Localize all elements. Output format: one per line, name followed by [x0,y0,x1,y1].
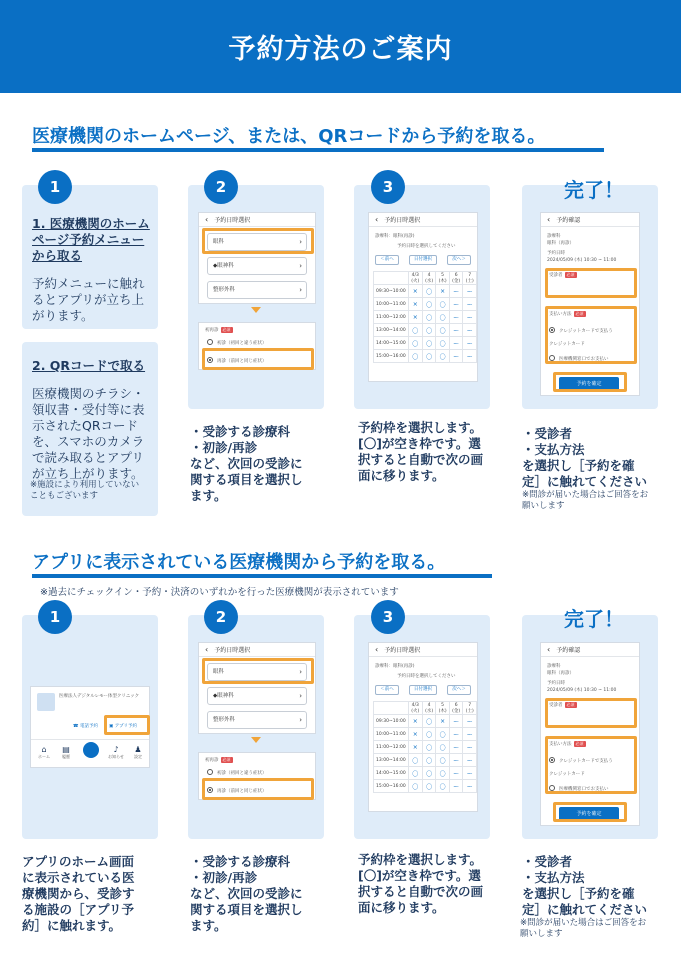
history-icon[interactable]: ▤ 履歴 [62,745,70,759]
first-visit-label: 初診（初回と違う症状） [217,341,267,346]
s2-step1-badge: 1 [38,600,72,634]
s2-slot-phone: ‹ 予約日時選択 診療科：眼科(再診) 予約日時を選択してください ＜前へ 日付選択 次へ＞ 4/3 (火) 4 (水) 5 (木) 6 (金) 7 (土) 09:30~10:00 × 〇 × ー ー 10:00~11:00 × 〇 〇 ー ー 11:00~12:00 × 〇 〇 ー ー 13:00~14:00 〇 〇 〇 ー ー 14:00~15:00 〇 〇 〇 ー ー 15:00~16:00 〇 〇 〇 ー ー [368,642,478,812]
slot-cell: ー [463,337,477,350]
submit-highlight [553,802,627,822]
slot-cell[interactable]: 〇 [422,337,436,350]
slot-grid[interactable] [373,701,477,793]
grid-time-label: 14:00~15:00 [374,337,409,350]
visit-highlight [202,778,314,800]
grid-time-label: 11:00~12:00 [374,741,409,754]
dept-option-1[interactable]: 眼科 › [207,663,307,681]
radio-first-visit[interactable] [207,769,213,775]
s2-confirm-phone: ‹ 予約確認 診療科 眼科（再診） 予約日時 2024/05/09 (木) 10:30 ~ 11:00 受診者 必須 支払い方法 必須 クレジットカードで支払う クレジットカード 医療機関窓口でお支払い 予約を確定 [540,642,640,826]
section2-title: アプリに表示されている医療機関から予約を取る。 [32,552,446,573]
s2-step3-desc: 予約枠を選択します。 [〇]が空き枠です。選 択すると自動で次の画 面に移ります。 [358,852,484,915]
s1-visit-phone: 初再診 必須 初診（初回と違う症状） 再診（前回と同じ症状） [198,322,316,370]
grid-col-header [374,702,409,715]
slot-cell: ー [463,311,477,324]
next-button[interactable]: 次へ＞ [447,685,471,695]
slot-cell: ー [463,298,477,311]
slot-cell[interactable]: 〇 [408,324,422,337]
s1-step2-desc: ・受診する診療科 ・初診/再診 など、次回の受診に 関する項目を選択し ます。 [190,424,303,503]
s2-step2-desc: ・受診する診療科 ・初診/再診 など、次回の受診に 関する項目を選択し ます。 [190,854,303,933]
s1-done-note: ※問診が届いた場合はご回答をお 願いします [522,490,649,511]
slot-cell[interactable]: 〇 [422,350,436,363]
clinic-name: 医療法人デジタルレモー体型クリニック [59,694,140,699]
s1-step1-badge: 1 [38,170,72,204]
slot-cell: × [408,298,422,311]
s1-step1b-body: 医療機関のチラシ・ 領収書・受付等に表 示されたQRコード を、スマホのカメラ で読み取るとアプリ が立ち上がります。 [32,386,145,481]
slot-cell: ー [463,350,477,363]
grid-col-header: 7 (土) [463,702,477,715]
slot-cell[interactable]: 〇 [436,754,450,767]
chevron-right-icon: › [299,238,302,246]
slot-cell[interactable]: 〇 [436,324,450,337]
prev-button[interactable]: ＜前へ [375,685,399,695]
section2-note: ※過去にチェックイン・予約・決済のいずれかを行った医療機関が表示されています [40,587,399,598]
slot-cell[interactable]: 〇 [422,728,436,741]
grid-time-label: 09:30~10:00 [374,285,409,298]
prev-button[interactable]: ＜前へ [375,255,399,265]
grid-time-label: 13:00~14:00 [374,324,409,337]
dept-highlight [202,228,314,254]
patient-highlight [545,268,637,298]
slot-cell: ー [463,754,477,767]
dept-option-1[interactable]: 眼科 › [207,233,307,251]
slot-cell[interactable]: 〇 [436,298,450,311]
grid-time-label: 15:00~16:00 [374,780,409,793]
slot-cell[interactable]: 〇 [436,311,450,324]
qr-scan-icon[interactable] [83,742,99,758]
slot-cell[interactable]: 〇 [408,350,422,363]
slot-grid[interactable] [373,271,477,363]
grid-time-label: 15:00~16:00 [374,350,409,363]
s1-dept-phone [198,212,316,304]
bell-icon[interactable]: ♪ お知らせ [108,745,124,759]
app-reserve-highlight [104,715,150,735]
grid-col-header: 4 (水) [422,272,436,285]
grid-col-header: 6 (金) [449,272,463,285]
slot-cell[interactable]: 〇 [422,741,436,754]
slot-cell[interactable]: 〇 [422,715,436,728]
slot-cell[interactable]: 〇 [408,767,422,780]
s1-step1b-heading: 2. QRコードで取る [32,358,146,373]
grid-col-header: 7 (土) [463,272,477,285]
clinic-thumbnail [37,693,55,711]
slot-cell: ー [449,741,463,754]
slot-cell: ー [449,350,463,363]
s1-step2-badge: 2 [204,170,238,204]
slot-cell: ー [449,298,463,311]
slot-cell[interactable]: 〇 [436,350,450,363]
header-banner [0,0,681,93]
s1-step3-desc: 予約枠を選択します。 [〇]が空き枠です。選 択すると自動で次の画 面に移ります。 [358,420,484,483]
slot-cell: × [408,285,422,298]
app-reserve-link[interactable]: ▣ アプリ予約 [109,724,138,729]
home-icon[interactable]: ⌂ ホーム [38,745,50,759]
s1-done-desc: ・受診者 ・支払方法 を選択し［予約を確 定］に触れてください [522,426,648,489]
s1-step3-badge: 3 [371,170,405,204]
radio-first-visit[interactable] [207,339,213,345]
dept-option-3[interactable]: 整形外科 › [207,711,307,729]
grid-time-label: 09:30~10:00 [374,715,409,728]
slot-cell: ー [463,715,477,728]
screen-title: 予約日時選択 [214,217,251,224]
slot-cell: ー [449,337,463,350]
slot-cell[interactable]: 〇 [408,337,422,350]
slot-cell: ー [449,767,463,780]
slot-cell: × [436,285,450,298]
grid-col-header: 4 (水) [422,702,436,715]
s2-visit-phone: 初再診 必須 初診（初回と違う症状） 再診（前回と同じ症状） [198,752,316,800]
section1-underline [32,148,604,152]
slot-cell: ー [463,780,477,793]
grid-time-label: 13:00~14:00 [374,754,409,767]
call-link[interactable]: ☎ 電話予約 [73,724,99,729]
s2-done-note: ※問診が届いた場合はご回答をお 願いします [520,918,647,939]
slot-cell: ー [463,728,477,741]
slot-cell: ー [463,741,477,754]
s1-step1b-note: ※施設により利用していない こともございます [30,480,140,501]
s2-done-title: 完了！ [564,607,624,631]
grid-time-label: 10:00~11:00 [374,728,409,741]
grid-col-header: 4/3 (火) [408,702,422,715]
slot-cell[interactable]: 〇 [436,780,450,793]
slot-cell[interactable]: 〇 [408,754,422,767]
slot-cell: × [408,715,422,728]
slot-cell[interactable]: 〇 [422,298,436,311]
slot-cell: ー [449,285,463,298]
grid-col-header: 4/3 (火) [408,272,422,285]
grid-col-header [374,272,409,285]
next-button[interactable]: 次へ＞ [447,255,471,265]
slot-cell: ー [449,728,463,741]
submit-highlight [553,372,627,392]
slot-cell: ー [449,754,463,767]
s1-confirm-phone: ‹ 予約確認 診療科 眼科（再診） 予約日時 2024/05/09 (木) 10:30 ~ 11:00 受診者 必須 支払い方法 必須 クレジットカードで支払う クレジットカード 医療機関窓口でお支払い 予約を確定 [540,212,640,396]
down-arrow-icon [251,737,261,743]
slot-cell[interactable]: 〇 [422,285,436,298]
s2-step1-desc: アプリのホーム画面 に表示されている医 療機関から、受診す る施設の［アプリ予 約］に触れます。 [22,854,135,933]
slot-cell[interactable]: 〇 [408,780,422,793]
dept-option-2[interactable]: ◆眼神科 › [207,257,307,275]
grid-time-label: 10:00~11:00 [374,298,409,311]
slot-cell[interactable]: 〇 [436,767,450,780]
dept-highlight [202,658,314,684]
payment-highlight [545,736,637,794]
slot-cell[interactable]: 〇 [422,754,436,767]
grid-col-header: 5 (木) [436,702,450,715]
slot-cell[interactable]: 〇 [436,741,450,754]
dept-option-2[interactable]: ◆眼神科 › [207,687,307,705]
back-chevron-icon[interactable]: ‹ [205,215,209,224]
chevron-right-icon: › [299,262,302,270]
slot-cell[interactable]: 〇 [422,780,436,793]
patient-highlight [545,698,637,728]
slot-cell: × [408,728,422,741]
calendar-button[interactable]: 日付選択 [409,255,437,265]
slot-cell: ー [463,285,477,298]
page-title: 予約方法のご案内 [228,34,453,65]
calendar-button[interactable]: 日付選択 [409,685,437,695]
dept-option-3[interactable]: 整形外科 › [207,281,307,299]
slot-cell: × [436,715,450,728]
slot-cell[interactable]: 〇 [436,337,450,350]
slot-cell[interactable]: 〇 [436,728,450,741]
visit-highlight [202,348,314,370]
slot-cell: × [408,741,422,754]
repeat-visit-label: 再診（前回と同じ症状） [217,359,267,364]
s2-step3-badge: 3 [371,600,405,634]
s2-done-desc: ・受診者 ・支払方法 を選択し［予約を確 定］に触れてください [522,854,648,917]
confirm-reserve-button[interactable]: 予約を確定 [559,377,619,391]
chevron-right-icon: › [299,286,302,294]
grid-time-label: 11:00~12:00 [374,311,409,324]
s1-step1a-body: 予約メニューに触れ るとアプリが立ち上 がります。 [32,276,145,323]
s2-step2-badge: 2 [204,600,238,634]
down-arrow-icon [251,307,261,313]
slot-cell: ー [463,767,477,780]
slot-cell: ー [449,324,463,337]
slot-cell[interactable]: 〇 [422,311,436,324]
s1-step1a-heading: 1. 医療機関のホーム ページ予約メニュー から取る [32,216,150,263]
grid-col-header: 5 (木) [436,272,450,285]
payment-highlight [545,306,637,364]
slot-cell: ー [449,311,463,324]
section1-title: 医療機関のホームページ、または、QRコードから予約を取る。 [32,126,546,147]
section2-underline [32,574,492,578]
grid-col-header: 6 (金) [449,702,463,715]
slot-cell: ー [449,780,463,793]
slot-cell[interactable]: 〇 [422,767,436,780]
slot-cell: ー [463,324,477,337]
slot-cell: × [408,311,422,324]
grid-time-label: 14:00~15:00 [374,767,409,780]
s1-done-title: 完了！ [564,178,624,202]
s1-slot-phone: ‹ 予約日時選択 診療科：眼科(再診) 予約日時を選択してください ＜前へ 日付選択 次へ＞ 4/3 (火) 4 (水) 5 (木) 6 (金) 7 (土) 09:30~10:00 × 〇 × ー ー 10:00~11:00 × 〇 〇 ー ー 11:00~12:00 × 〇 〇 ー ー 13:00~14:00 〇 〇 〇 ー ー 14:00~15:00 〇 〇 〇 ー ー 15:00~16:00 〇 〇 〇 ー ー [368,212,478,382]
confirm-reserve-button[interactable]: 予約を確定 [559,807,619,821]
slot-cell: ー [449,715,463,728]
settings-icon[interactable]: ♟ 設定 [134,745,142,759]
slot-cell[interactable]: 〇 [422,324,436,337]
s2-dept-phone: ‹ 予約日時選択 眼科 › ◆眼神科 › 整形外科 › [198,642,316,734]
